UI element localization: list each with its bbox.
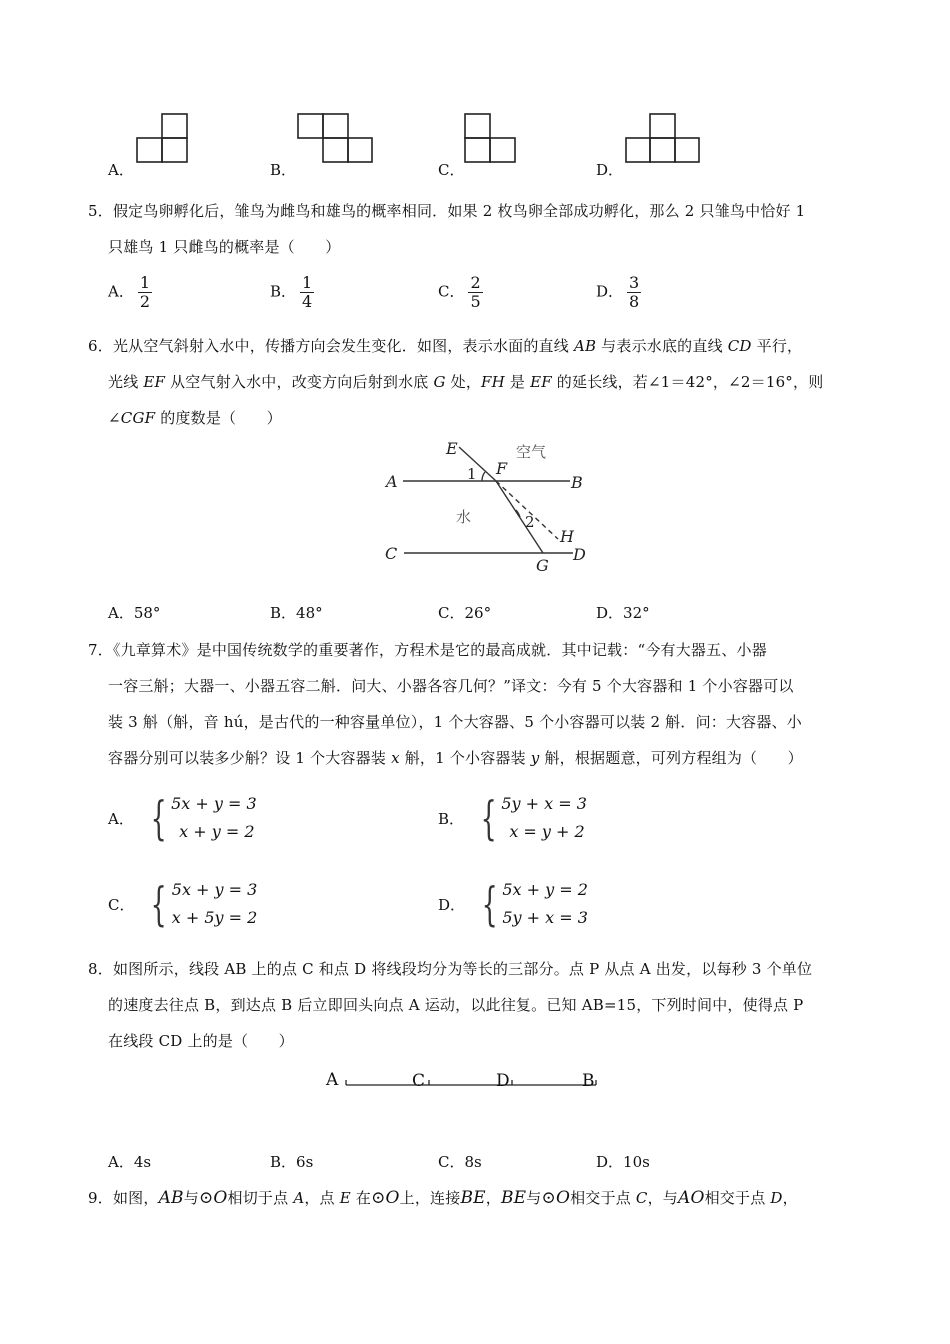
q5-option-c[interactable] <box>438 274 483 311</box>
q7-option-c[interactable]: C． { 5x + y = 3 x + 5y = 2 <box>108 877 258 931</box>
q7-option-a[interactable]: A． { 5x + y = 3 x + y = 2 <box>108 791 257 845</box>
q5-line-2: 只雄鸟 1 只雌鸟的概率是（ ） <box>108 238 341 256</box>
q4-option-b-label[interactable]: B． <box>270 161 297 179</box>
label-angle-1: 1 <box>467 465 477 483</box>
q5-number: 5． <box>88 202 113 220</box>
q7-line-2: 一容三斛；大器一、小器五容二斛．问大、小器各容几何？”译文：今有 5 个大容器和 1 个小容器可以 <box>108 677 794 695</box>
q4-option-d-label[interactable]: D． <box>596 161 624 179</box>
equation-system: 5y + x = 3 x = y + 2 <box>501 794 587 841</box>
q5-option-a[interactable] <box>108 274 152 311</box>
label-angle-2: 2 <box>525 513 535 531</box>
q4-option-b-figure <box>297 113 375 165</box>
q6-option-d[interactable]: D．32° <box>596 604 650 622</box>
label-water: 水 <box>456 508 472 526</box>
label-a: A <box>386 472 398 491</box>
brace-icon: { <box>151 877 168 931</box>
q7-option-b[interactable]: B． { 5y + x = 3 x = y + 2 <box>438 791 587 845</box>
equation-system: 5x + y = 3 x + 5y = 2 <box>171 880 258 927</box>
q6-number: 6． <box>88 337 113 355</box>
label-air: 空气 <box>516 443 547 461</box>
q8-number: 8． <box>88 960 113 978</box>
q8-option-a[interactable]: A．4s <box>108 1153 152 1171</box>
q7-line-3: 装 3 斛（斛，音 hú，是古代的一种容量单位），1 个大容器、5 个小容器可以装 2 斛．问：大容器、小 <box>108 713 802 731</box>
q4-option-c-label[interactable]: C． <box>438 161 465 179</box>
q5-option-c-label: C． <box>438 282 465 301</box>
q6-option-b[interactable]: B．48° <box>270 604 323 622</box>
q5-option-b-label: B． <box>270 282 297 301</box>
q8-line-1: 8．如图所示，线段 AB 上的点 C 和点 D 将线段均分为等长的三部分。点 P 从点 A 出发，以每秒 3 个单位 <box>88 960 813 978</box>
equation-system: 5x + y = 3 x + y = 2 <box>171 794 257 841</box>
angle-1-arc <box>482 472 485 481</box>
q8-option-c[interactable]: C．8s <box>438 1153 482 1171</box>
q5-option-d-label: D． <box>596 282 624 301</box>
q7-option-d[interactable]: D． { 5x + y = 2 5y + x = 3 <box>438 877 588 931</box>
q4-option-a-label[interactable]: A． <box>108 161 134 179</box>
q5-option-c-fraction: $\frac{2}{5}$ <box>470 273 481 311</box>
q4-option-c-figure <box>464 113 518 165</box>
q7-line-4: 容器分别可以装多少斛？设 1 个大容器装 x 斛，1 个小容器装 y 斛，根据题意，可列方程组为（ ） <box>108 749 803 767</box>
label-f: F <box>496 459 508 478</box>
q8-segment-diagram <box>320 1064 610 1094</box>
q4-option-a-figure <box>136 113 190 165</box>
label-c: C <box>385 544 398 563</box>
q8-option-b[interactable]: B．6s <box>270 1153 314 1171</box>
q7-line-1: 7．《九章算术》是中国传统数学的重要著作，方程术是它的最高成就．其中记载：“今有大器五、小器 <box>88 641 767 659</box>
q6-refraction-diagram <box>370 430 600 575</box>
circle-o-symbol: ⊙O <box>371 1188 400 1208</box>
q5-text-1: 假定鸟卵孵化后，雏鸟为雌鸟和雄鸟的概率相同．如果 2 枚鸟卵全部成功孵化，那么 2 只雏鸟中恰好 1 <box>112 202 806 220</box>
ray-ef <box>459 447 496 481</box>
label-a: A <box>326 1070 339 1090</box>
circle-o-symbol: ⊙O <box>541 1188 571 1208</box>
q7-number: 7． <box>88 641 113 659</box>
q9-line-1: 9．如图，AB与⊙O相切于点 A，点 E 在⊙O上，连接BE，BE与⊙O相交于点 C，与AO相交于点 D， <box>88 1188 798 1208</box>
label-b: B <box>571 473 583 492</box>
q5-option-a-fraction: $\frac{1}{2}$ <box>139 273 151 311</box>
q8-option-d[interactable]: D．10s <box>596 1153 650 1171</box>
label-b: B <box>582 1071 595 1091</box>
q9-number: 9． <box>88 1189 113 1207</box>
q6-option-a[interactable]: A．58° <box>108 604 161 622</box>
q5-line-1 <box>88 201 805 221</box>
q6-line-1: 6．光从空气斜射入水中，传播方向会发生变化．如图，表示水面的直线 AB 与表示水底的直线 CD 平行， <box>88 337 803 355</box>
q6-line-2: 光线 EF 从空气射入水中，改变方向后射到水底 G 处，FH 是 EF 的延长线，若∠1＝42°，∠2＝16°，则 <box>108 373 824 391</box>
brace-icon: { <box>481 877 498 931</box>
q5-option-a-label: A． <box>108 282 134 301</box>
q6-line-3: ∠CGF 的度数是（ ） <box>108 409 282 427</box>
brace-icon: { <box>480 791 497 845</box>
q5-option-b[interactable] <box>270 274 314 311</box>
label-d: D <box>496 1071 510 1091</box>
label-g: G <box>536 556 549 575</box>
q4-option-d-figure <box>625 113 703 165</box>
q5-option-d-fraction: $\frac{3}{8}$ <box>629 273 640 311</box>
circle-o-symbol: ⊙O <box>198 1188 228 1208</box>
q5-option-d[interactable] <box>596 274 641 311</box>
q5-option-b-fraction: $\frac{1}{4}$ <box>302 273 313 311</box>
equation-system: 5x + y = 2 5y + x = 3 <box>502 880 588 927</box>
label-c: C <box>412 1071 426 1091</box>
q8-line-3: 在线段 CD 上的是（ ） <box>108 1032 294 1050</box>
q8-line-2: 的速度去往点 B，到达点 B 后立即回头向点 A 运动，以此往复。已知 AB=15，下列时间中，使得点 P <box>108 996 804 1014</box>
brace-icon: { <box>150 791 167 845</box>
label-h: H <box>560 527 574 546</box>
label-e: E <box>446 439 458 458</box>
label-d: D <box>573 545 586 564</box>
q6-option-c[interactable]: C．26° <box>438 604 492 622</box>
